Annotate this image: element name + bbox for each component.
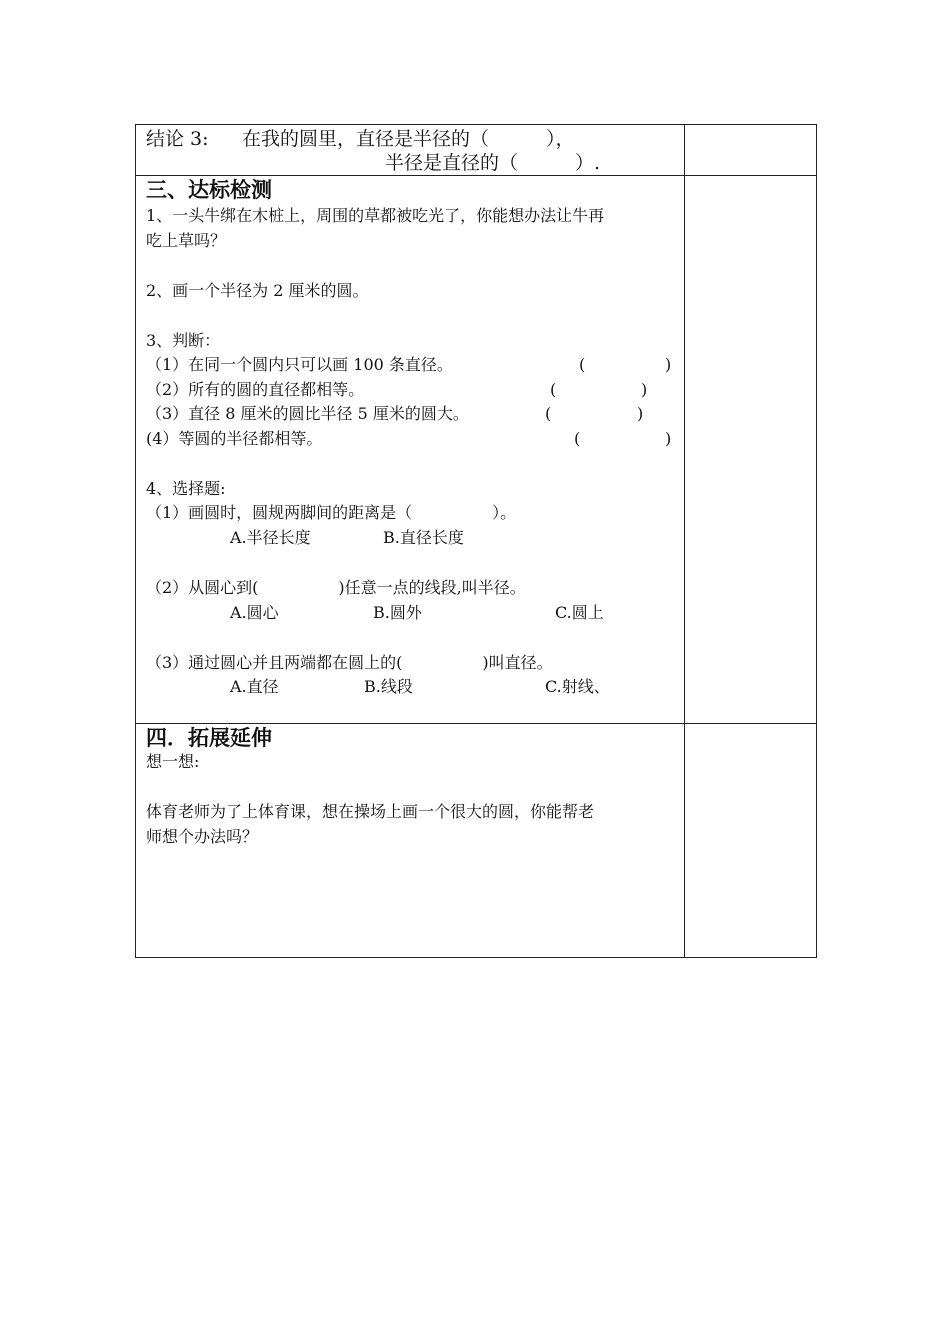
judge-bracket-open-2: ( xyxy=(550,380,557,399)
section4-cell xyxy=(136,724,685,958)
judge-bracket-close-3: ) xyxy=(637,404,644,423)
conclusion-line-2: 半径是直径的（ ）. xyxy=(385,152,601,174)
judge-bracket-close-2: ) xyxy=(641,380,648,399)
judge-bracket-close-4: ) xyxy=(665,429,672,448)
choice-2-option-b: B.圆外 xyxy=(373,603,422,622)
side-cell-2 xyxy=(685,176,817,724)
conclusion-row xyxy=(136,125,817,176)
q1-line-2: 吃上草吗？ xyxy=(146,231,227,250)
side-cell-3 xyxy=(685,724,817,958)
q1-line-1: 1、一头牛绑在木桩上，周围的草都被吃光了，你能想办法让牛再 xyxy=(146,206,605,225)
section3-heading: 三、达标检测 xyxy=(146,178,272,202)
section3-row xyxy=(136,176,817,724)
judge-item-1: （1）在同一个圆内只可以画 100 条直径。 xyxy=(146,355,453,374)
judge-bracket-open-4: ( xyxy=(574,429,581,448)
conclusion-cell xyxy=(136,125,685,176)
choice-stem-3: （3）通过圆心并且两端都在圆上的( )叫直径。 xyxy=(146,653,553,672)
judge-bracket-open-3: ( xyxy=(545,404,552,423)
judge-bracket-close-1: ) xyxy=(665,355,672,374)
choice-stem-1: （1）画圆时，圆规两脚间的距离是（ ）。 xyxy=(146,503,517,522)
side-cell-1 xyxy=(685,125,817,176)
section4-line-2: 师想个办法吗？ xyxy=(146,827,259,846)
conclusion-label: 结论 3: xyxy=(146,128,209,150)
choice-1-option-a: A.半径长度 xyxy=(230,528,311,547)
worksheet-table xyxy=(135,124,817,958)
judge-item-2: （2）所有的圆的直径都相等。 xyxy=(146,380,365,399)
judge-item-4: (4）等圆的半径都相等。 xyxy=(146,429,323,448)
section4-heading: 四．拓展延伸 xyxy=(146,726,272,750)
section4-line-1: 体育老师为了上体育课，想在操场上画一个很大的圆，你能帮老 xyxy=(146,802,595,821)
judge-bracket-open-1: ( xyxy=(579,355,586,374)
choice-1-option-b: B.直径长度 xyxy=(383,528,464,547)
section3-cell xyxy=(136,176,685,724)
judge-item-3: （3）直径 8 厘米的圆比半径 5 厘米的圆大。 xyxy=(146,404,469,423)
q3-title: 3、判断： xyxy=(146,331,221,350)
q4-title: 4、选择题: xyxy=(146,479,226,498)
choice-2-option-c: C.圆上 xyxy=(555,603,604,622)
choice-stem-2: （2）从圆心到( )任意一点的线段,叫半径。 xyxy=(146,578,526,597)
choice-3-option-c: C.射线、 xyxy=(545,677,610,696)
section4-subheading: 想一想: xyxy=(146,752,200,771)
conclusion-line-1: 在我的圆里，直径是半径的（ ）， xyxy=(242,128,575,150)
choice-2-option-a: A.圆心 xyxy=(230,603,279,622)
q2-text: 2、画一个半径为 2 厘米的圆。 xyxy=(146,281,369,300)
choice-3-option-a: A.直径 xyxy=(230,677,279,696)
section4-row xyxy=(136,724,817,958)
choice-3-option-b: B.线段 xyxy=(364,677,413,696)
